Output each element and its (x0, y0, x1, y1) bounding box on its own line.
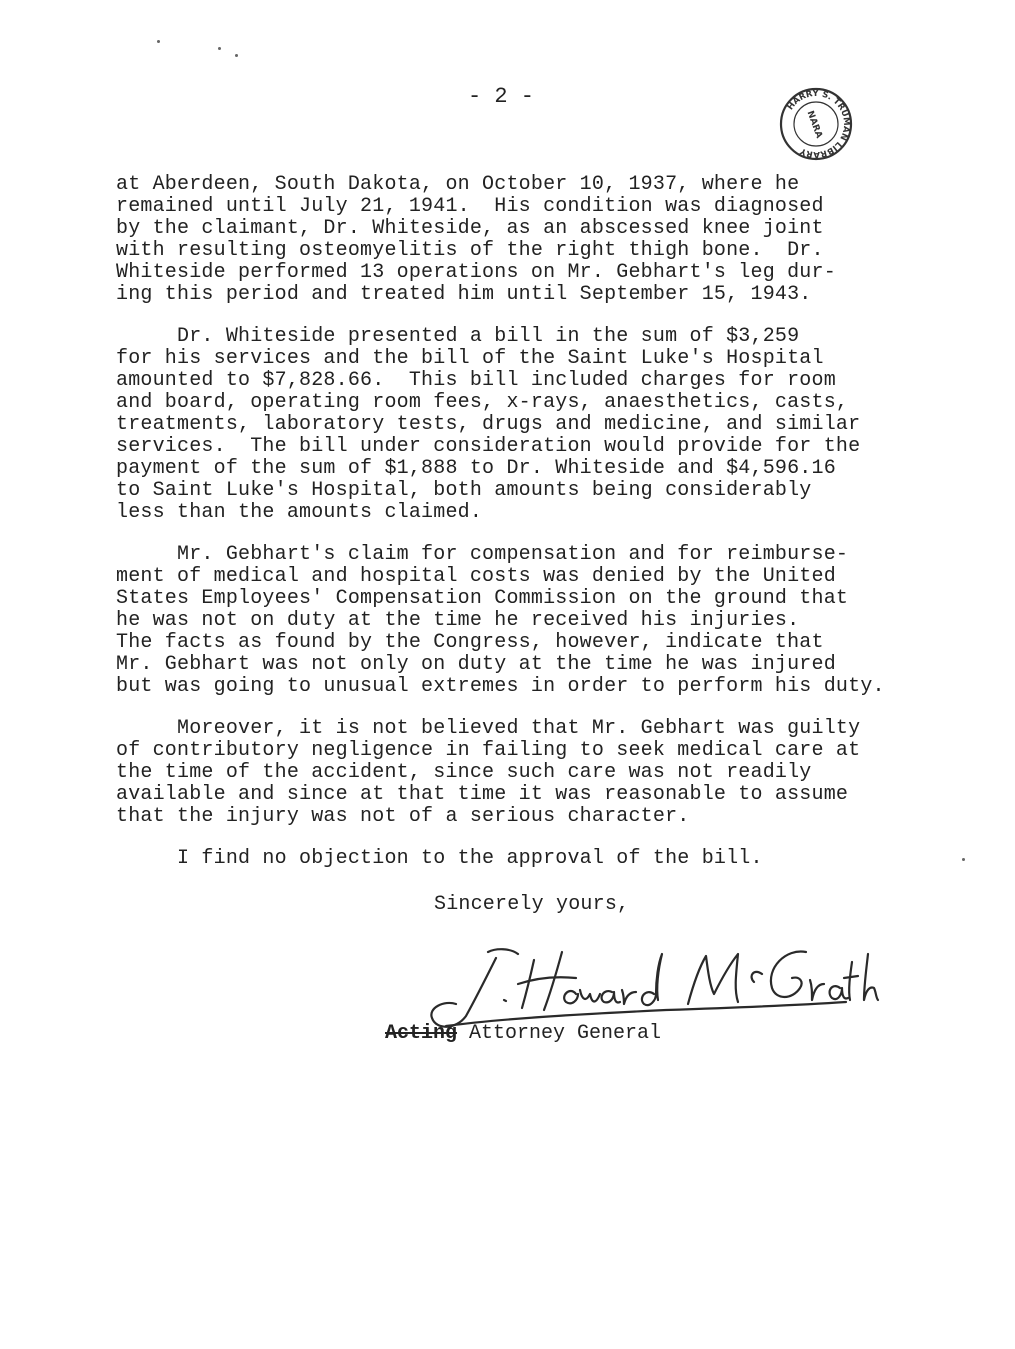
acting-word: Acting (385, 1022, 458, 1045)
paragraph-1-line-3: by the claimant, Dr. Whiteside, as an abscessed knee joint (116, 217, 824, 240)
paragraph-2-line-1: Dr. Whiteside presented a bill in the sum of $3,259 (116, 325, 800, 348)
paragraph-5-line-1: I find no objection to the approval of the bill. (116, 847, 763, 870)
paragraph-3-line-2: ment of medical and hospital costs was denied by the United (116, 565, 836, 588)
title-text: Attorney General (469, 1022, 662, 1045)
svg-text:HARRY S. TRUMAN LIBRARY: HARRY S. TRUMAN LIBRARY (785, 88, 852, 160)
paragraph-2-line-9: less than the amounts claimed. (116, 501, 483, 524)
paragraph-3-line-4: he was not on duty at the time he received his injuries. (116, 609, 800, 632)
paragraph-3-line-1: Mr. Gebhart's claim for compensation and for reimburse- (116, 543, 849, 566)
paragraph-4-line-3: the time of the accident, since such care was not readily (116, 761, 812, 784)
salutation: Sincerely yours, (434, 893, 630, 916)
paragraph-1-line-4: with resulting osteomyelitis of the right thigh bone. Dr. (116, 239, 824, 262)
paragraph-2-line-2: for his services and the bill of the Saint Luke's Hospital (116, 347, 824, 370)
paragraph-3-line-6: Mr. Gebhart was not only on duty at the time he was injured (116, 653, 836, 676)
paragraph-4-line-5: that the injury was not of a serious character. (116, 805, 690, 828)
paragraph-4-line-2: of contributory negligence in failing to seek medical care at (116, 739, 861, 762)
svg-text:NARA: NARA (804, 109, 824, 140)
paper-speck (962, 858, 965, 861)
paragraph-1-line-6: ing this period and treated him until September 15, 1943. (116, 283, 812, 306)
paper-speck (235, 54, 238, 57)
paragraph-2-line-8: to Saint Luke's Hospital, both amounts being considerably (116, 479, 812, 502)
paper-speck (218, 47, 221, 50)
paragraph-2-line-5: treatments, laboratory tests, drugs and medicine, and similar (116, 413, 861, 436)
paragraph-2-line-7: payment of the sum of $1,888 to Dr. Whiteside and $4,596.16 (116, 457, 836, 480)
paragraph-2-line-4: and board, operating room fees, x-rays, anaesthetics, casts, (116, 391, 849, 414)
paragraph-1-line-1: at Aberdeen, South Dakota, on October 10, 1937, where he (116, 173, 800, 196)
paragraph-4-line-1: Moreover, it is not believed that Mr. Gebhart was guilty (116, 717, 861, 740)
paragraph-3-line-5: The facts as found by the Congress, however, indicate that (116, 631, 824, 654)
paragraph-2-line-6: services. The bill under consideration would provide for the (116, 435, 861, 458)
library-stamp (778, 86, 854, 162)
paragraph-3-line-7: but was going to unusual extremes in order to perform his duty. (116, 675, 885, 698)
paragraph-3-line-3: States Employees' Compensation Commission on the ground that (116, 587, 849, 610)
page-number: - 2 - (468, 84, 535, 109)
paragraph-4-line-4: available and since at that time it was reasonable to assume (116, 783, 849, 806)
paper-speck (157, 40, 160, 43)
paragraph-1-line-5: Whiteside performed 13 operations on Mr. Gebhart's leg dur- (116, 261, 836, 284)
paragraph-1-line-2: remained until July 21, 1941. His condition was diagnosed (116, 195, 824, 218)
signer-title (385, 1022, 661, 1045)
paragraph-2-line-3: amounted to $7,828.66. This bill included charges for room (116, 369, 836, 392)
